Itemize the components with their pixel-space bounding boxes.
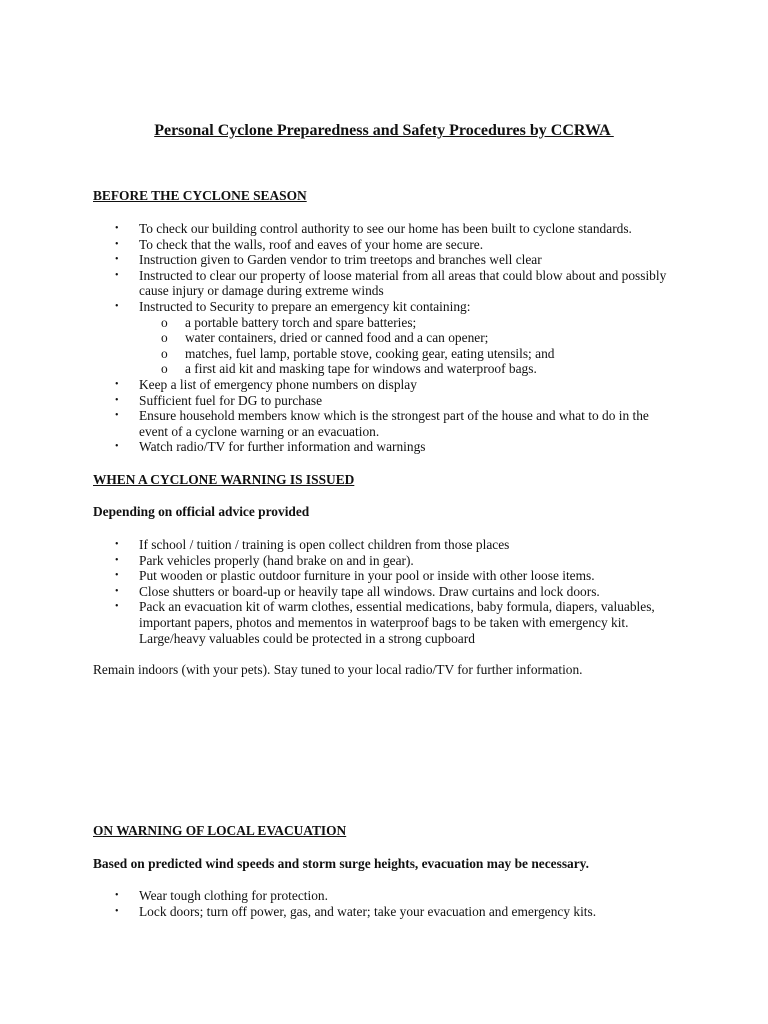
bullet-icon: • [115, 300, 119, 312]
bullet-icon: • [115, 378, 119, 390]
list-item: • Wear tough clothing for protection. [115, 888, 328, 903]
circle-bullet-icon: o [161, 361, 168, 377]
bullet-icon: • [115, 238, 119, 250]
circle-bullet-icon: o [161, 345, 168, 361]
section-heading-local-evacuation: ON WARNING OF LOCAL EVACUATION [93, 823, 347, 838]
list-item: • To check our building control authority to see our home has been built to cyclone standards. [115, 221, 632, 236]
list-item: • To check that the walls, roof and eaves of your home are secure. [115, 236, 484, 252]
bullet-icon: • [115, 223, 119, 234]
circle-bullet-icon: o [161, 314, 168, 330]
sub-list-item: o matches, fuel lamp, portable stove, cooking gear, eating utensils; and [161, 345, 555, 361]
section-subheading-official-advice: Depending on official advice provided [93, 504, 310, 519]
evacuation-list [0, 888, 768, 919]
section-heading-warning-issued: WHEN A CYCLONE WARNING IS ISSUED [93, 472, 355, 487]
bullet-icon: • [115, 601, 119, 613]
section-subheading-evacuation-necessary: Based on predicted wind speeds and storm surge heights, evacuation may be necessary. [93, 856, 589, 871]
list-item: • Close shutters or board-up or heavily tape all windows. Draw curtains and lock doors. [115, 583, 600, 599]
circle-bullet-icon: o [161, 330, 168, 346]
warning-issued-list [0, 537, 768, 646]
bullet-icon: • [115, 585, 119, 597]
remain-indoors-paragraph: Remain indoors (with your pets). Stay tuned to your local radio/TV for further information. [93, 662, 583, 677]
list-item: • Keep a list of emergency phone numbers on display [115, 376, 417, 392]
bullet-icon: • [115, 269, 119, 281]
list-item: • Instructed to clear our property of loose material from all areas that could blow about and possibly cause injury or damage during extreme winds [115, 267, 667, 299]
emergency-kit-list [139, 315, 669, 377]
bullet-icon: • [115, 539, 119, 550]
list-item: • Pack an evacuation kit of warm clothes, essential medications, baby formula, diapers, valuables, important papers, photos and mementos in waterproof bags to be taken with emergency kit. Large/heavy valuables could be protected in a strong cupboard [115, 599, 655, 646]
list-item: • Instruction given to Garden vendor to trim treetops and branches well clear [115, 252, 542, 268]
sub-list-item: o water containers, dried or canned food and a can opener; [161, 330, 489, 346]
bullet-icon: • [115, 410, 119, 422]
sub-list-item: o a portable battery torch and spare batteries; [161, 314, 417, 330]
list-item: • Put wooden or plastic outdoor furniture in your pool or inside with other loose items. [115, 568, 595, 584]
list-item: • Lock doors; turn off power, gas, and water; take your evacuation and emergency kits. [115, 903, 597, 919]
list-item: • Sufficient fuel for DG to purchase [115, 392, 323, 408]
bullet-icon: • [115, 441, 119, 453]
section-heading-before-season: BEFORE THE CYCLONE SEASON [93, 188, 307, 203]
list-item: • Watch radio/TV for further information and warnings [115, 439, 426, 455]
before-season-list [0, 221, 768, 455]
sub-list-item: o a first aid kit and masking tape for windows and waterproof bags. [161, 361, 537, 377]
bullet-icon: • [115, 570, 119, 582]
bullet-icon: • [115, 905, 119, 917]
list-item: • Ensure household members know which is the strongest part of the house and what to do in the event of a cyclone warning or an evacuation. [115, 408, 649, 439]
list-item: • Instructed to Security to prepare an emergency kit containing: o a portable battery torch and spare batteries; o water containers, dried or canned food and a can opener; o matches, fuel lamp, portable stove, cooking gear, eating utensils; and o a first aid kit and masking tape for windows and waterproof bags. [0, 299, 669, 377]
bullet-icon: • [115, 394, 119, 406]
document-title: Personal Cyclone Preparedness and Safety Procedures by CCRWA [154, 122, 614, 139]
list-item: • If school / tuition / training is open collect children from those places [115, 537, 510, 552]
bullet-icon: • [115, 890, 119, 901]
bullet-icon: • [115, 254, 119, 266]
bullet-icon: • [115, 554, 119, 566]
list-item: • Park vehicles properly (hand brake on and in gear). [115, 552, 414, 568]
